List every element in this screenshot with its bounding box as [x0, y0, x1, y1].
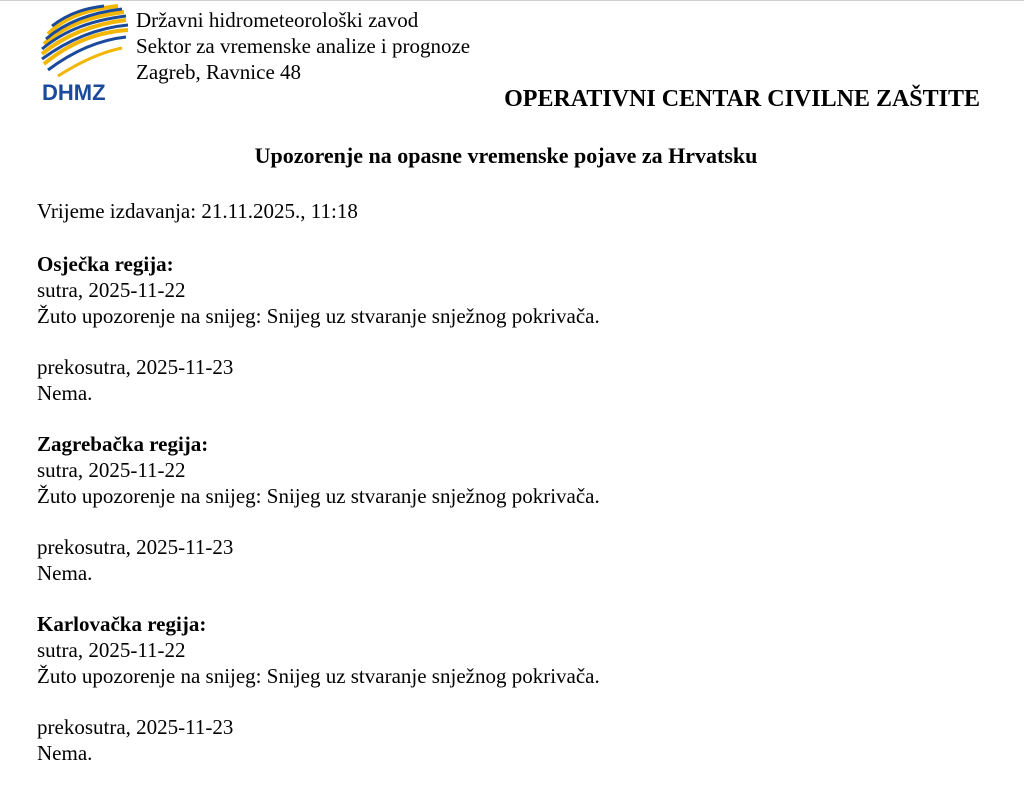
region-osijek [37, 251, 997, 406]
region-karlovac [37, 611, 997, 766]
region-name: Karlovačka regija: [37, 612, 207, 636]
forecast-warning: Nema. [37, 741, 93, 765]
forecast-day [37, 637, 997, 689]
forecast-warning: Nema. [37, 561, 93, 585]
forecast-warning: Nema. [37, 381, 93, 405]
org-sector: Sektor za vremenske analize i prognoze [136, 34, 471, 58]
forecast-warning: Žuto upozorenje na snijeg: Snijeg uz stvaranje snježnog pokrivača. [37, 484, 600, 508]
forecast-day [37, 714, 997, 766]
logo-swirl-mark [42, 6, 128, 76]
forecast-warning: Žuto upozorenje na snijeg: Snijeg uz stvaranje snježnog pokrivača. [37, 664, 600, 688]
forecast-date: sutra, 2025-11-22 [37, 458, 186, 482]
logo-text: DHMZ [42, 80, 106, 102]
page-title: Upozorenje na opasne vremenske pojave za Hrvatsku [254, 143, 758, 168]
forecast-day [37, 534, 997, 586]
org-address: Zagreb, Ravnice 48 [136, 60, 302, 84]
forecast-day [37, 354, 997, 406]
issue-time: Vrijeme izdavanja: 21.11.2025., 11:18 [37, 199, 358, 223]
forecast-warning: Žuto upozorenje na snijeg: Snijeg uz stvaranje snježnog pokrivača. [37, 304, 600, 328]
region-name: Zagrebačka regija: [37, 432, 209, 456]
regions-list [37, 251, 997, 791]
forecast-date: prekosutra, 2025-11-23 [37, 535, 234, 559]
forecast-day [37, 457, 997, 509]
forecast-date: prekosutra, 2025-11-23 [37, 355, 234, 379]
forecast-date: sutra, 2025-11-22 [37, 278, 186, 302]
top-border [0, 0, 1024, 1]
civil-protection-center-title: OPERATIVNI CENTAR CIVILNE ZAŠTITE [504, 86, 980, 112]
org-name: Državni hidrometeorološki zavod [136, 8, 419, 32]
region-name: Osječka regija: [37, 252, 174, 276]
forecast-day [37, 277, 997, 329]
organization-info [136, 7, 470, 85]
forecast-date: prekosutra, 2025-11-23 [37, 715, 234, 739]
region-zagreb [37, 431, 997, 586]
dhmz-logo [38, 4, 130, 102]
forecast-date: sutra, 2025-11-22 [37, 638, 186, 662]
